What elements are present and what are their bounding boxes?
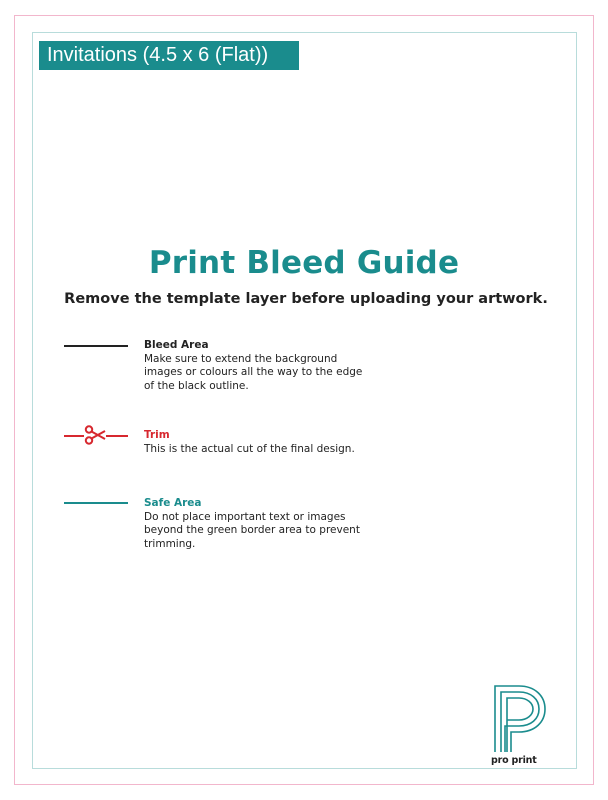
safe-area-outline — [32, 32, 577, 769]
page-title: Print Bleed Guide — [148, 245, 460, 281]
trim-legend — [144, 429, 374, 456]
bleed-description: Make sure to extend the background images or colours all the way to the edge of the black outline. — [144, 352, 363, 392]
brand-name: pro print — [491, 755, 537, 766]
pro-print-logo-icon — [491, 684, 549, 754]
safe-legend — [144, 497, 374, 551]
product-name-badge: Invitations (4.5 x 6 (Flat)) — [39, 41, 299, 70]
trim-heading: Trim — [144, 429, 170, 441]
safe-heading: Safe Area — [144, 497, 202, 509]
page-subtitle: Remove the template layer before uploading your artwork. — [64, 291, 548, 307]
safe-description: Do not place important text or images beyond the green border area to prevent trimming. — [144, 510, 360, 550]
bleed-legend — [144, 339, 374, 393]
bleed-heading: Bleed Area — [144, 339, 209, 351]
scissors-icon — [84, 425, 106, 445]
trim-description: This is the actual cut of the final design. — [144, 442, 355, 455]
safe-line-swatch — [64, 502, 128, 504]
bleed-line-swatch — [64, 345, 128, 347]
